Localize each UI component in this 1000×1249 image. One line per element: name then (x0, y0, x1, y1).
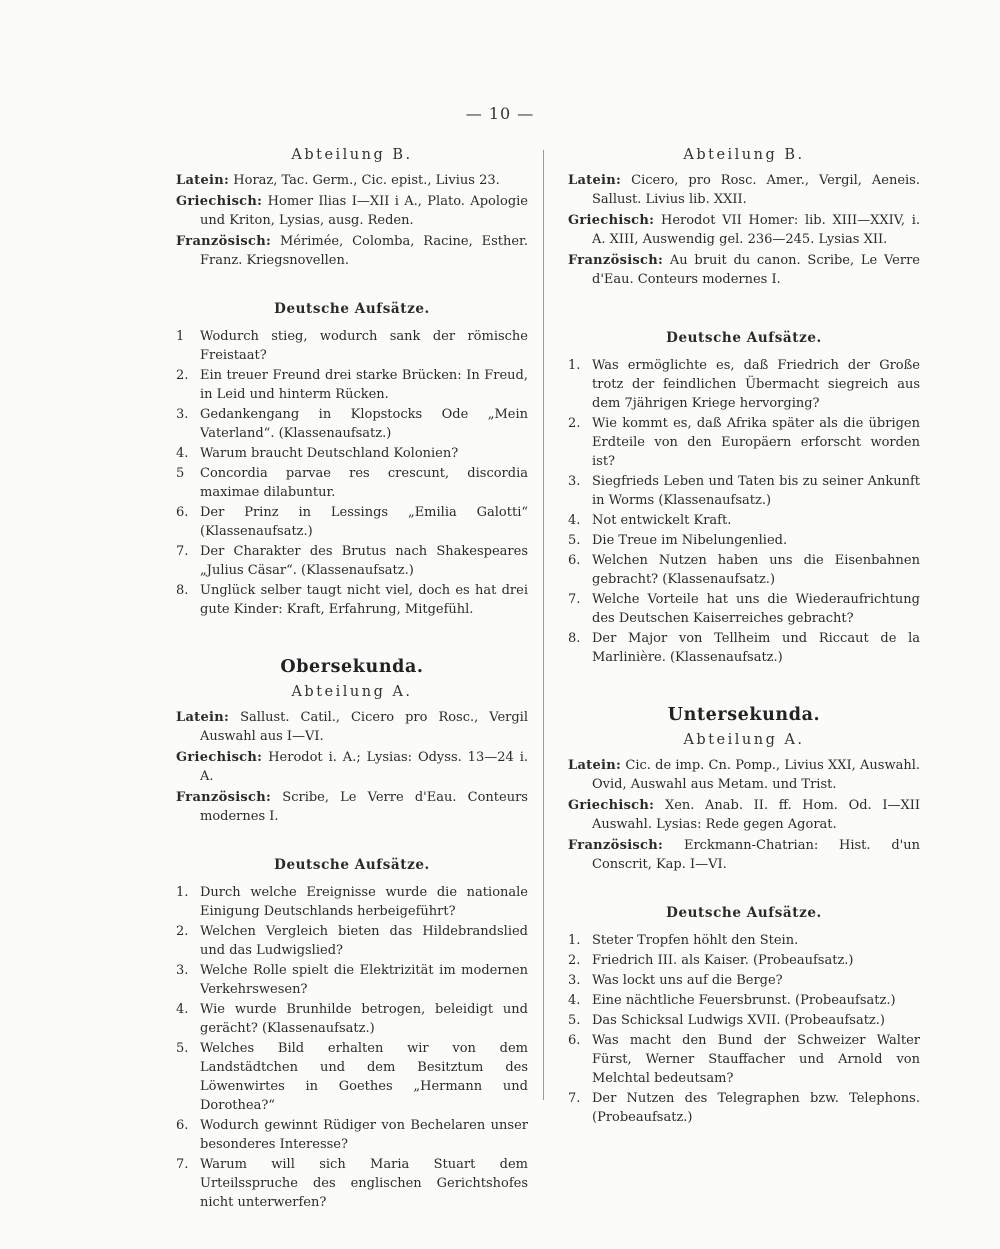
item-text: Steter Tropfen höhlt den Stein. (592, 933, 799, 948)
section-title: Untersekunda. (667, 705, 821, 725)
item-text: Friedrich III. als Kaiser. (Probeaufsatz.) (592, 953, 854, 968)
item-number: 1. (568, 358, 581, 373)
list-item (568, 551, 920, 589)
item-number: 6. (176, 505, 189, 520)
subject-text: Sallust. Catil., Cicero pro Rosc., Vergil Auswahl aus I—VI. (200, 710, 529, 744)
abteilung-heading: Abteilung B. (291, 147, 413, 163)
list-item (176, 542, 528, 580)
item-text: Der Major von Tellheim und Riccaut de la Marlinière. (Klassenaufsatz.) (592, 631, 920, 665)
item-number: 3. (568, 474, 581, 489)
section-title: Obersekunda. (280, 657, 424, 677)
item-number: 3. (176, 407, 189, 422)
item-number: 1. (176, 885, 189, 900)
item-text: Welches Bild erhalten wir von dem Landstädtchen und dem Besitztum des Löwenwirtes in Goethes „Hermann und Dorothea?“ (200, 1041, 528, 1113)
aufsaetze-heading: Deutsche Aufsätze. (666, 905, 822, 921)
aufsaetze-heading: Deutsche Aufsätze. (666, 330, 822, 346)
untersekunda-section (568, 706, 920, 1127)
list-item (568, 971, 920, 990)
item-text: Welche Rolle spielt die Elektrizität im modernen Verkehrswesen? (200, 963, 528, 997)
list-item (176, 503, 528, 541)
subject-label: Latein: (176, 173, 230, 188)
item-text: Eine nächtliche Feuersbrunst. (Probeaufsatz.) (592, 993, 896, 1008)
item-text: Welchen Vergleich bieten das Hildebrandslied und das Ludwigslied? (200, 924, 528, 958)
item-text: Die Treue im Nibelungenlied. (592, 533, 788, 548)
subject-text: Cic. de imp. Cn. Pomp., Livius XXI, Auswahl. Ovid, Auswahl aus Metam. und Trist. (592, 758, 920, 792)
subject-entry (176, 748, 528, 786)
aufsaetze-heading: Deutsche Aufsätze. (274, 857, 430, 873)
subject-entry (176, 232, 528, 270)
list-item (176, 1116, 528, 1154)
item-number: 5. (568, 533, 581, 548)
item-number: 1 (176, 329, 185, 344)
item-text: Warum braucht Deutschland Kolonien? (200, 446, 459, 461)
subject-text: Au bruit du canon. Scribe, Le Verre d'Eau. Conteurs modernes I. (592, 253, 920, 287)
item-text: Unglück selber taugt nicht viel, doch es hat drei gute Kinder: Kraft, Erfahrung, Mitgefühl. (200, 583, 528, 617)
subject-label: Griechisch: (176, 750, 263, 765)
item-text: Was ermöglichte es, daß Friedrich der Große trotz der feindlichen Übermacht siegreich aus dem 7jährigen Kriege hervorging? (592, 358, 920, 411)
subject-entry (568, 211, 920, 249)
list-item (568, 1011, 920, 1030)
list-item (568, 356, 920, 413)
abteilung-heading: Abteilung A. (291, 684, 413, 700)
item-text: Wodurch stieg, wodurch sank der römische Freistaat? (200, 329, 528, 363)
item-number: 2. (176, 924, 189, 939)
aufsaetze-list (568, 356, 920, 667)
list-item (568, 531, 920, 550)
abteilung-heading: Abteilung B. (683, 147, 805, 163)
subject-label: Französisch: (568, 838, 664, 853)
subject-label: Französisch: (176, 790, 272, 805)
item-number: 7. (176, 544, 189, 559)
subject-text: Mérimée, Colomba, Racine, Esther. Franz. Kriegsnovellen. (200, 234, 528, 268)
subject-text: Herodot i. A.; Lysias: Odyss. 13—24 i. A. (200, 750, 528, 784)
right-column (568, 146, 920, 1128)
item-number: 4. (176, 1002, 189, 1017)
subject-text: Horaz, Tac. Germ., Cic. epist., Livius 23. (233, 173, 500, 188)
item-number: 2. (568, 953, 581, 968)
item-text: Gedankengang in Klopstocks Ode „Mein Vaterland“. (Klassenaufsatz.) (200, 407, 528, 441)
item-text: Wodurch gewinnt Rüdiger von Bechelaren unser besonderes Interesse? (200, 1118, 528, 1152)
list-item (176, 327, 528, 365)
item-number: 8. (176, 583, 189, 598)
page-number: — 10 — (465, 104, 535, 123)
item-text: Wie kommt es, daß Afrika später als die übrigen Erdteile von den Europäern erforscht worden ist? (592, 416, 920, 469)
aufsaetze-list (568, 931, 920, 1127)
subject-text: Cicero, pro Rosc. Amer., Vergil, Aeneis. Sallust. Livius lib. XXII. (592, 173, 920, 207)
item-text: Warum will sich Maria Stuart dem Urteilsspruche des englischen Gerichtshofes nicht unterwerfen? (200, 1157, 528, 1210)
list-item (176, 1000, 528, 1038)
right-b-section (568, 146, 920, 667)
subject-entry (568, 756, 920, 794)
subject-label: Griechisch: (568, 798, 655, 813)
column-divider (543, 150, 544, 1100)
subject-text: Erckmann-Chatrian: Hist. d'un Conscrit, Kap. I—VI. (592, 838, 920, 872)
item-number: 4. (568, 513, 581, 528)
aufsaetze-list (176, 883, 528, 1212)
list-item (568, 414, 920, 471)
item-number: 5. (176, 1041, 189, 1056)
list-item (176, 444, 528, 463)
list-item (176, 581, 528, 619)
item-number: 3. (568, 973, 581, 988)
item-text: Wie wurde Brunhilde betrogen, beleidigt und gerächt? (Klassenaufsatz.) (200, 1002, 528, 1036)
subject-label: Griechisch: (176, 194, 263, 209)
item-text: Welche Vorteile hat uns die Wiederaufrichtung des Deutschen Kaiserreiches gebracht? (592, 592, 920, 626)
list-item (568, 1089, 920, 1127)
item-text: Was lockt uns auf die Berge? (592, 973, 783, 988)
item-number: 7. (176, 1157, 189, 1172)
list-item (176, 1155, 528, 1212)
list-item (568, 590, 920, 628)
aufsaetze-list (176, 327, 528, 619)
subject-label: Latein: (176, 710, 230, 725)
subject-label: Französisch: (568, 253, 664, 268)
subject-entry (568, 836, 920, 874)
list-item (568, 931, 920, 950)
subject-label: Französisch: (176, 234, 272, 249)
subject-label: Latein: (568, 758, 622, 773)
subject-text: Scribe, Le Verre d'Eau. Conteurs modernes I. (200, 790, 528, 824)
subject-label: Griechisch: (568, 213, 655, 228)
item-text: Siegfrieds Leben und Taten bis zu seiner Ankunft in Worms (Klassenaufsatz.) (592, 474, 920, 508)
list-item (176, 366, 528, 404)
item-number: 1. (568, 933, 581, 948)
item-text: Not entwickelt Kraft. (592, 513, 732, 528)
subject-entry (568, 796, 920, 834)
list-item (176, 922, 528, 960)
item-number: 2. (568, 416, 581, 431)
left-b-section (176, 146, 528, 619)
list-item (176, 1039, 528, 1115)
abteilung-heading: Abteilung A. (683, 732, 805, 748)
item-number: 7. (568, 1091, 581, 1106)
subject-entry (176, 788, 528, 826)
aufsaetze-heading: Deutsche Aufsätze. (274, 301, 430, 317)
item-text: Das Schicksal Ludwigs XVII. (Probeaufsatz.) (592, 1013, 885, 1028)
subject-text: Xen. Anab. II. ff. Hom. Od. I—XII Auswahl. Lysias: Rede gegen Agorat. (592, 798, 921, 832)
list-item (568, 991, 920, 1010)
list-item (176, 961, 528, 999)
subject-entry (568, 251, 920, 289)
item-number: 4. (176, 446, 189, 461)
subject-text: Herodot VII Homer: lib. XIII—XXIV, i. A. XIII, Auswendig gel. 236—245. Lysias XII. (592, 213, 921, 247)
list-item (568, 951, 920, 970)
list-item (176, 883, 528, 921)
item-number: 6. (568, 1033, 581, 1048)
obersekunda-section (176, 658, 528, 1212)
item-text: Ein treuer Freund drei starke Brücken: In Freud, in Leid und hinterm Rücken. (200, 368, 528, 402)
subject-entry (176, 192, 528, 230)
item-number: 8. (568, 631, 581, 646)
subject-label: Latein: (568, 173, 622, 188)
item-text: Der Nutzen des Telegraphen bzw. Telephons. (Probeaufsatz.) (592, 1091, 920, 1125)
list-item (568, 1031, 920, 1088)
item-text: Concordia parvae res crescunt, discordia maximae dilabuntur. (200, 466, 528, 500)
list-item (568, 472, 920, 510)
subject-entry (176, 708, 528, 746)
item-number: 4. (568, 993, 581, 1008)
subject-entry (568, 171, 920, 209)
left-column (176, 146, 528, 1213)
item-number: 6. (568, 553, 581, 568)
item-text: Der Prinz in Lessings „Emilia Galotti“ (Klassenaufsatz.) (200, 505, 528, 539)
subject-text: Homer Ilias I—XII i A., Plato. Apologie und Kriton, Lysias, ausg. Reden. (200, 194, 528, 228)
item-number: 6. (176, 1118, 189, 1133)
item-text: Durch welche Ereignisse wurde die nationale Einigung Deutschlands herbeigeführt? (200, 885, 528, 919)
item-text: Welchen Nutzen haben uns die Eisenbahnen gebracht? (Klassenaufsatz.) (592, 553, 920, 587)
item-number: 2. (176, 368, 189, 383)
subject-entry (176, 171, 528, 190)
item-number: 5. (568, 1013, 581, 1028)
list-item (568, 629, 920, 667)
list-item (568, 511, 920, 530)
list-item (176, 464, 528, 502)
list-item (176, 405, 528, 443)
item-number: 3. (176, 963, 189, 978)
item-number: 7. (568, 592, 581, 607)
item-text: Der Charakter des Brutus nach Shakespeares „Julius Cäsar“. (Klassenaufsatz.) (200, 544, 528, 578)
item-number: 5 (176, 466, 185, 481)
item-text: Was macht den Bund der Schweizer Walter Fürst, Werner Stauffacher und Arnold von Melchtal bedeutsam? (592, 1033, 920, 1086)
